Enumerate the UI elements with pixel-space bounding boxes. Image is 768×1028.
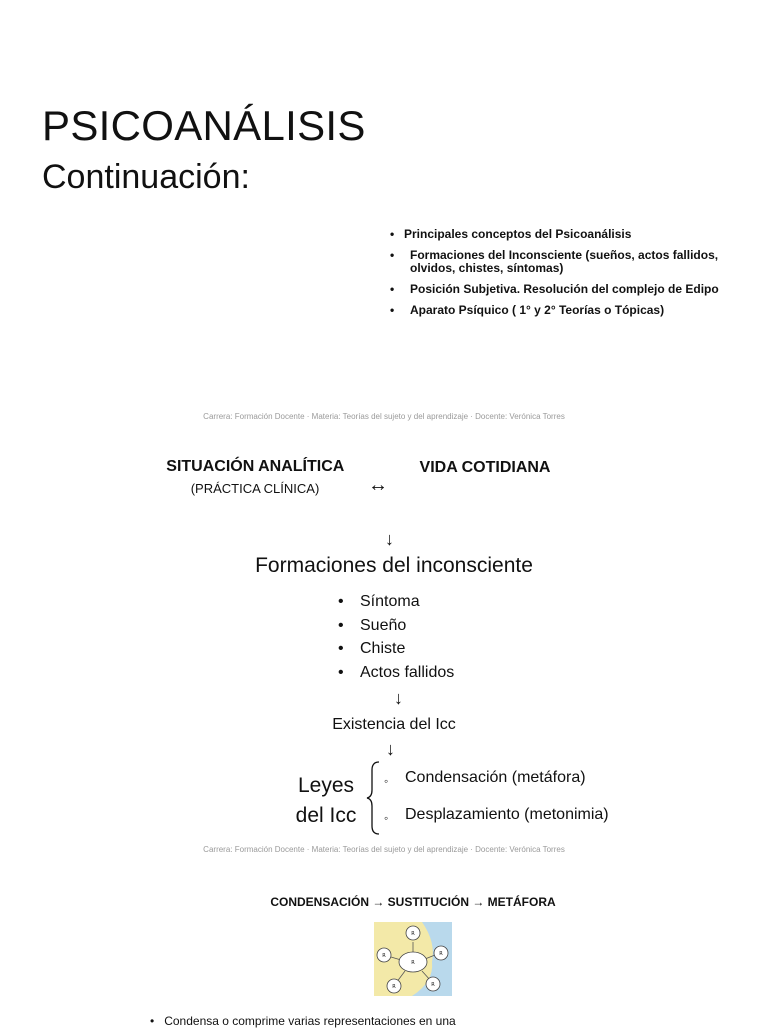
list-item: • Sueño — [338, 614, 454, 638]
formaciones-heading: Formaciones del inconsciente — [255, 554, 533, 577]
down-arrow-icon: ↓ — [385, 529, 394, 549]
double-arrow-icon: ↔ — [368, 474, 388, 496]
vida-cotidiana-heading: VIDA COTIDIANA — [419, 459, 551, 476]
slide-title: PSICOANÁLISIS — [42, 102, 366, 149]
slide-footer: Carrera: Formación Docente · Materia: Teorías del sujeto y del aprendizaje · Docente: Verónica Torres — [203, 845, 565, 854]
existencia-label: Existencia del Icc — [332, 716, 456, 733]
list-item: • Síntoma — [338, 590, 454, 614]
list-item: • Aparato Psíquico ( 1° y 2° Teorías o Tópicas) — [388, 304, 738, 317]
situacion-analitica-heading — [162, 456, 348, 500]
down-arrow-icon: ↓ — [394, 688, 403, 708]
situacion-small-label: (PRÁCTICA CLÍNICA) — [190, 481, 320, 496]
down-arrow-icon: ↓ — [386, 739, 395, 759]
leyes-heading: Leyes del Icc — [295, 774, 357, 827]
list-item: ◦ Desplazamiento (metonimia) — [384, 803, 609, 840]
list-item: ◦ Condensación (metáfora) — [384, 766, 609, 803]
slide-footer: Carrera: Formación Docente · Materia: Teorías del sujeto y del aprendizaje · Docente: Verónica Torres — [203, 412, 565, 421]
situacion-bold-label: SITUACIÓN ANALÍTICA — [166, 458, 344, 475]
list-item: • Actos fallidos — [338, 661, 454, 685]
list-item: • Principales conceptos del Psicoanálisis — [388, 228, 738, 241]
diagram-node-label: R — [392, 984, 396, 990]
diagram-center-label: R — [411, 960, 415, 966]
condensacion-heading: CONDENSACIÓN → SUSTITUCIÓN → METÁFORA — [270, 895, 556, 909]
diagram-node-label: R — [382, 953, 386, 959]
diagram-node-label: R — [431, 982, 435, 988]
list-item: • Chiste — [338, 637, 454, 661]
list-item: • Formaciones del Inconsciente (sueños, actos fallidos, olvidos, chistes, síntomas) — [388, 249, 738, 275]
list-item: • Posición Subjetiva. Resolución del complejo de Edipo — [388, 283, 738, 296]
diagram-node-label: R — [411, 931, 415, 937]
slide-subtitle: Continuación: — [42, 158, 250, 196]
topics-list — [388, 228, 738, 325]
diagram-node-label: R — [439, 951, 443, 957]
condensa-bullet: • Condensa o comprime varias representaciones en una — [150, 1014, 456, 1028]
condensation-diagram — [374, 922, 452, 996]
curly-brace-icon — [366, 760, 382, 836]
leyes-list — [384, 766, 609, 840]
formaciones-list — [338, 590, 454, 684]
